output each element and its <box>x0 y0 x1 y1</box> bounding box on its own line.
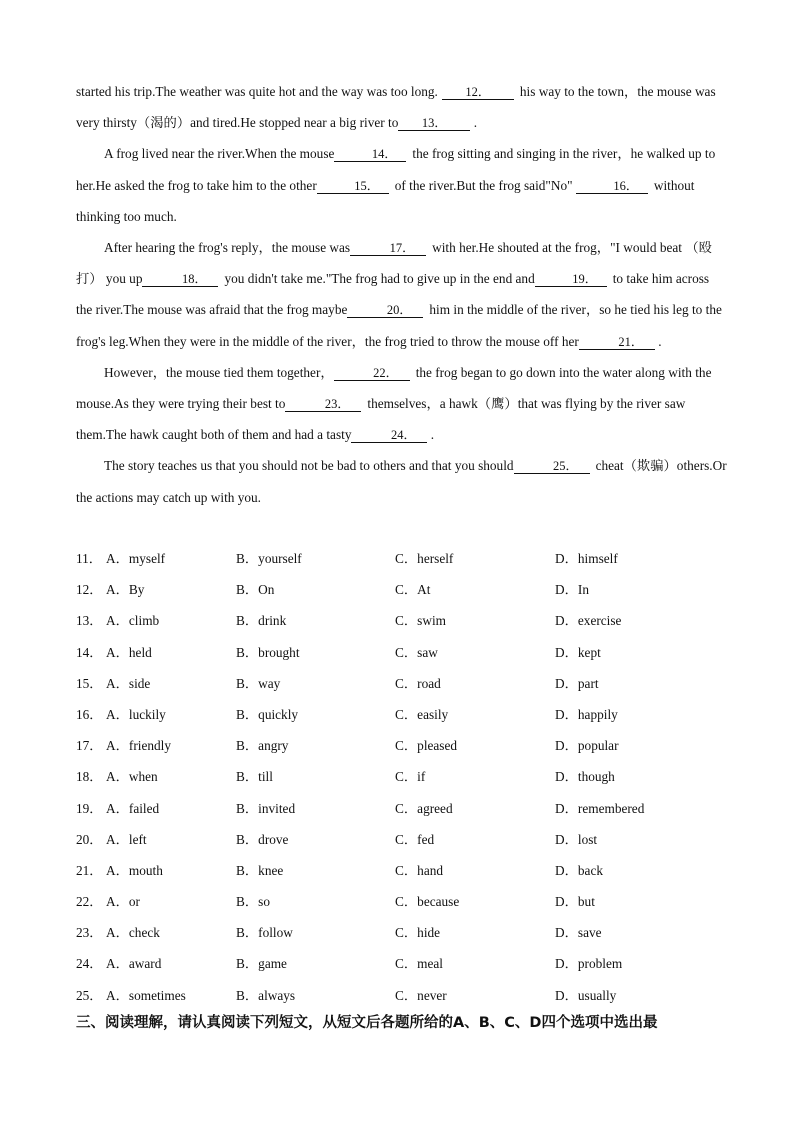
question-row <box>76 637 728 668</box>
option-b: B．On <box>236 582 275 598</box>
option-d: D．kept <box>555 644 601 660</box>
option-a: A．mouth <box>106 862 163 878</box>
option-a: A．failed <box>106 800 160 816</box>
option-c: C．hide <box>395 925 441 941</box>
option-d: D．lost <box>555 831 598 847</box>
option-a: A．when <box>106 769 158 785</box>
option-a: A．award <box>106 956 162 972</box>
paragraph-text: the frog sitting and singing in the river，he walked up to her.He asked the frog to take him to the other <box>76 146 716 193</box>
blank-25: 25． <box>514 459 590 474</box>
question-number: 20． <box>76 831 103 847</box>
question-row <box>76 543 728 574</box>
question-number: 14． <box>76 644 103 660</box>
paragraph-text: you didn't take me."The frog had to give up in the end and <box>224 271 535 287</box>
question-row <box>76 605 728 636</box>
option-b: B．yourself <box>236 551 302 566</box>
paragraph-text: the frog began to go down into the water along with the mouse.As they were trying their best to <box>76 364 712 412</box>
option-a: A．sometimes <box>106 987 186 1003</box>
option-b: B．drink <box>236 613 287 629</box>
question-row <box>76 948 728 979</box>
question-row <box>76 793 728 824</box>
option-d: D．problem <box>555 956 623 972</box>
paragraph-text: started his trip.The weather was quite hot and the way was too long. <box>76 84 438 99</box>
option-b: B．brought <box>236 644 300 660</box>
paragraph-1 <box>76 76 728 138</box>
option-b: B．drove <box>236 831 289 847</box>
question-row <box>76 574 728 605</box>
option-d: D．usually <box>555 987 617 1003</box>
question-number: 15． <box>76 675 103 691</box>
option-d: D．though <box>555 769 615 785</box>
paragraph-text: The story teaches us that you should not be bad to others and that you should <box>104 458 514 474</box>
question-row <box>76 886 728 917</box>
option-c: C．saw <box>395 644 438 660</box>
option-c: C．herself <box>395 551 454 566</box>
question-number: 18． <box>76 769 103 785</box>
option-d: D．remembered <box>555 800 645 816</box>
option-b: B．so <box>236 894 270 910</box>
option-c: C．At <box>395 582 431 598</box>
paragraph-text: However，the mouse tied them together， <box>104 364 334 380</box>
option-a: A．held <box>106 644 152 660</box>
question-row <box>76 917 728 948</box>
paragraph-2 <box>76 138 728 232</box>
option-d: D．save <box>555 925 602 941</box>
paragraph-text: to take him across the river.The mouse was afraid that the frog maybe <box>76 271 710 318</box>
option-c: C．never <box>395 987 447 1003</box>
question-row <box>76 980 728 1011</box>
paragraph-4 <box>76 357 728 451</box>
option-b: B．invited <box>236 800 296 816</box>
option-b: B．quickly <box>236 706 299 722</box>
option-b: B．till <box>236 769 273 785</box>
option-c: C．meal <box>395 956 444 972</box>
option-d: D．popular <box>555 738 619 754</box>
blank-18: 18． <box>142 272 218 287</box>
option-a: A．myself <box>106 551 166 566</box>
question-number: 11． <box>76 551 103 566</box>
question-number: 16． <box>76 706 103 722</box>
paragraph-text: . <box>430 427 435 443</box>
paragraph-text: cheat（欺骗）others.Or the actions may catch up with you. <box>76 458 727 505</box>
blank-15: 15． <box>317 179 389 194</box>
option-c: C．swim <box>395 613 446 629</box>
option-a: A．or <box>106 894 140 910</box>
option-a: A．check <box>106 925 160 941</box>
option-d: D．exercise <box>555 613 622 629</box>
option-b: B．follow <box>236 925 293 941</box>
option-b: B．knee <box>236 862 284 878</box>
option-a: A．left <box>106 831 147 847</box>
paragraph-text: him in the middle of the river，so he tied his leg to the frog's leg.When they were in the middle of the river，the frog tried to throw the mouse off her <box>76 302 722 349</box>
option-c: C．agreed <box>395 800 453 816</box>
question-number: 17． <box>76 738 103 754</box>
option-b: B．way <box>236 675 281 691</box>
question-row <box>76 730 728 761</box>
question-row <box>76 761 728 792</box>
option-c: C．fed <box>395 831 435 847</box>
cloze-passage <box>76 76 728 513</box>
section-heading: 三、阅读理解，请认真阅读下列短文，从短文后各题所给的A、B、C、D四个选项中选出最 <box>76 1015 658 1031</box>
option-a: A．luckily <box>106 706 166 722</box>
option-a: A．friendly <box>106 738 171 754</box>
paragraph-text: . <box>658 333 662 349</box>
paragraph-3 <box>76 232 728 357</box>
question-number: 24． <box>76 956 103 972</box>
option-c: C．pleased <box>395 738 458 754</box>
blank-14: 14． <box>334 147 406 162</box>
question-number: 22． <box>76 894 103 910</box>
paragraph-5 <box>76 450 728 512</box>
question-number: 21． <box>76 862 103 878</box>
question-number: 23． <box>76 925 103 941</box>
paragraph-text: his way to the town，the mouse was very thirsty（渴的）and tired.He stopped near a big river to <box>76 84 716 131</box>
option-d: D．but <box>555 894 595 910</box>
option-a: A．By <box>106 582 145 598</box>
option-a: A．climb <box>106 613 160 629</box>
paragraph-text: without thinking too much. <box>76 177 695 224</box>
blank-12: 12． <box>442 85 514 100</box>
option-d: D．In <box>555 582 589 598</box>
blank-13: 13． <box>398 116 470 131</box>
paragraph-text: with her.He shouted at the frog，"I would beat （殴打） you up <box>76 240 712 287</box>
blank-20: 20． <box>347 303 423 318</box>
blank-24: 24． <box>351 428 427 443</box>
option-c: C．hand <box>395 862 444 878</box>
blank-16: 16． <box>576 179 648 194</box>
option-d: D．himself <box>555 551 618 566</box>
option-d: D．back <box>555 862 603 878</box>
blank-21: 21． <box>579 335 655 350</box>
paragraph-text: . <box>473 115 478 131</box>
paragraph-text: themselves，a hawk（鹰）that was flying by the river saw them.The hawk caught both of them and had a tasty <box>76 396 686 443</box>
option-a: A．side <box>106 675 151 691</box>
option-c: C．if <box>395 769 426 785</box>
option-c: C．because <box>395 894 460 910</box>
question-number: 25． <box>76 987 103 1003</box>
question-number: 12． <box>76 582 103 598</box>
question-row <box>76 824 728 855</box>
blank-19: 19． <box>535 272 607 287</box>
option-b: B．always <box>236 987 296 1003</box>
paragraph-text: of the river.But the frog said"No" <box>394 177 573 193</box>
question-row <box>76 699 728 730</box>
option-b: B．angry <box>236 738 289 754</box>
question-number: 19． <box>76 800 103 816</box>
option-b: B．game <box>236 956 287 972</box>
blank-23: 23． <box>285 397 361 412</box>
question-row <box>76 668 728 699</box>
paragraph-text: A frog lived near the river.When the mouse <box>104 146 335 162</box>
blank-22: 22． <box>334 366 410 381</box>
option-c: C．easily <box>395 706 449 722</box>
option-c: C．road <box>395 675 441 691</box>
question-row <box>76 855 728 886</box>
question-number: 13． <box>76 613 103 629</box>
blank-17: 17． <box>350 241 426 256</box>
paragraph-text: After hearing the frog's reply，the mouse was <box>104 240 351 256</box>
option-d: D．happily <box>555 706 618 722</box>
answer-options <box>76 543 728 1011</box>
option-d: D．part <box>555 675 599 691</box>
